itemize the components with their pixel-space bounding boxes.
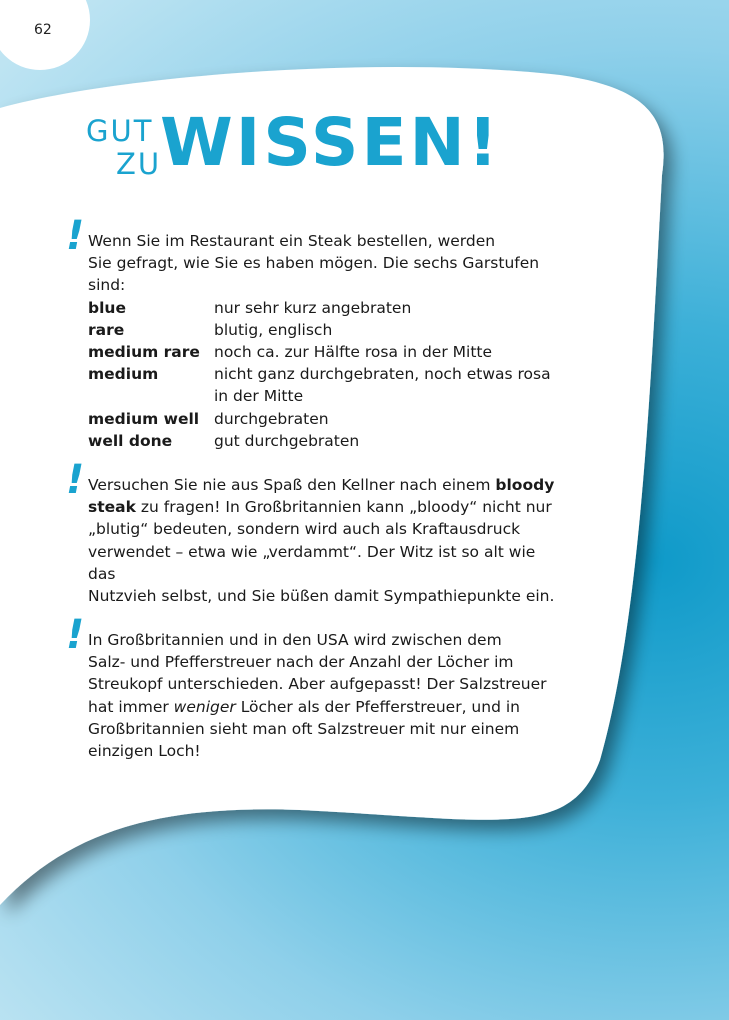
title-wissen: WISSEN! [160, 104, 501, 181]
doneness-term: medium well [88, 409, 200, 428]
tip2-line5: Nutzvieh selbst, und Sie büßen damit Sympathiepunkte ein. [88, 587, 555, 606]
doneness-term: rare [88, 320, 125, 339]
doneness-term: well done [88, 431, 173, 450]
doneness-row [88, 363, 558, 385]
doneness-term: blue [88, 298, 126, 317]
exclamation-icon: ! [66, 612, 85, 658]
doneness-row [88, 408, 558, 430]
exclamation-icon: ! [66, 213, 85, 259]
tip3-line4: hat immer weniger Löcher als der Pfefferstreuer, und in [88, 697, 520, 716]
doneness-row [88, 385, 558, 407]
tip-bloody-steak [66, 457, 558, 607]
doneness-definition: durchgebraten [214, 409, 329, 428]
tip2-line3: „blutig“ bedeuten, sondern wird auch als Kraftausdruck [88, 520, 521, 539]
doneness-row [88, 430, 558, 452]
exclamation-icon: ! [66, 457, 85, 503]
page-number: 62 [34, 22, 52, 38]
tip-steak-doneness [66, 213, 558, 452]
doneness-term: medium [88, 365, 159, 384]
tip3-line2: Salz- und Pfefferstreuer nach der Anzahl der Löcher im [88, 653, 514, 672]
tip3-line1: In Großbritannien und in den USA wird zwischen dem [88, 631, 502, 649]
doneness-definition: gut durchgebraten [214, 431, 360, 450]
tip3-line6: einzigen Loch! [88, 742, 201, 761]
tip3-line3: Streukopf unterschieden. Aber aufgepasst! Der Salzstreuer [88, 675, 547, 694]
tip-salt-shaker [66, 612, 558, 762]
doneness-definition-cont: in der Mitte [214, 387, 304, 406]
tip2-line4: verwendet – etwa wie „verdammt“. Der Witz ist so alt wie das [88, 542, 536, 583]
doneness-row [88, 341, 558, 363]
doneness-definition: noch ca. zur Hälfte rosa in der Mitte [214, 343, 493, 362]
doneness-term: medium rare [88, 343, 200, 362]
doneness-definition: nicht ganz durchgebraten, noch etwas rosa [214, 365, 551, 384]
tip2-line1: Versuchen Sie nie aus Spaß den Kellner nach einem bloody [88, 476, 555, 494]
tip3-line5: Großbritannien sieht man oft Salzstreuer mit nur einem [88, 719, 520, 738]
tip1-intro-line1: Wenn Sie im Restaurant ein Steak bestellen, werden [88, 232, 496, 250]
tip1-intro-line2: Sie gefragt, wie Sie es haben mögen. Die sechs Garstufen sind: [88, 254, 540, 295]
doneness-row [88, 297, 558, 319]
tip2-line2: steak zu fragen! In Großbritannien kann „bloody“ nicht nur [88, 498, 552, 517]
doneness-definition: blutig, englisch [214, 320, 333, 339]
title-gut: GUT [86, 114, 154, 148]
doneness-definition: nur sehr kurz angebraten [214, 298, 412, 317]
doneness-term [88, 385, 214, 407]
title-zu: ZU [116, 147, 162, 181]
doneness-row [88, 319, 558, 341]
